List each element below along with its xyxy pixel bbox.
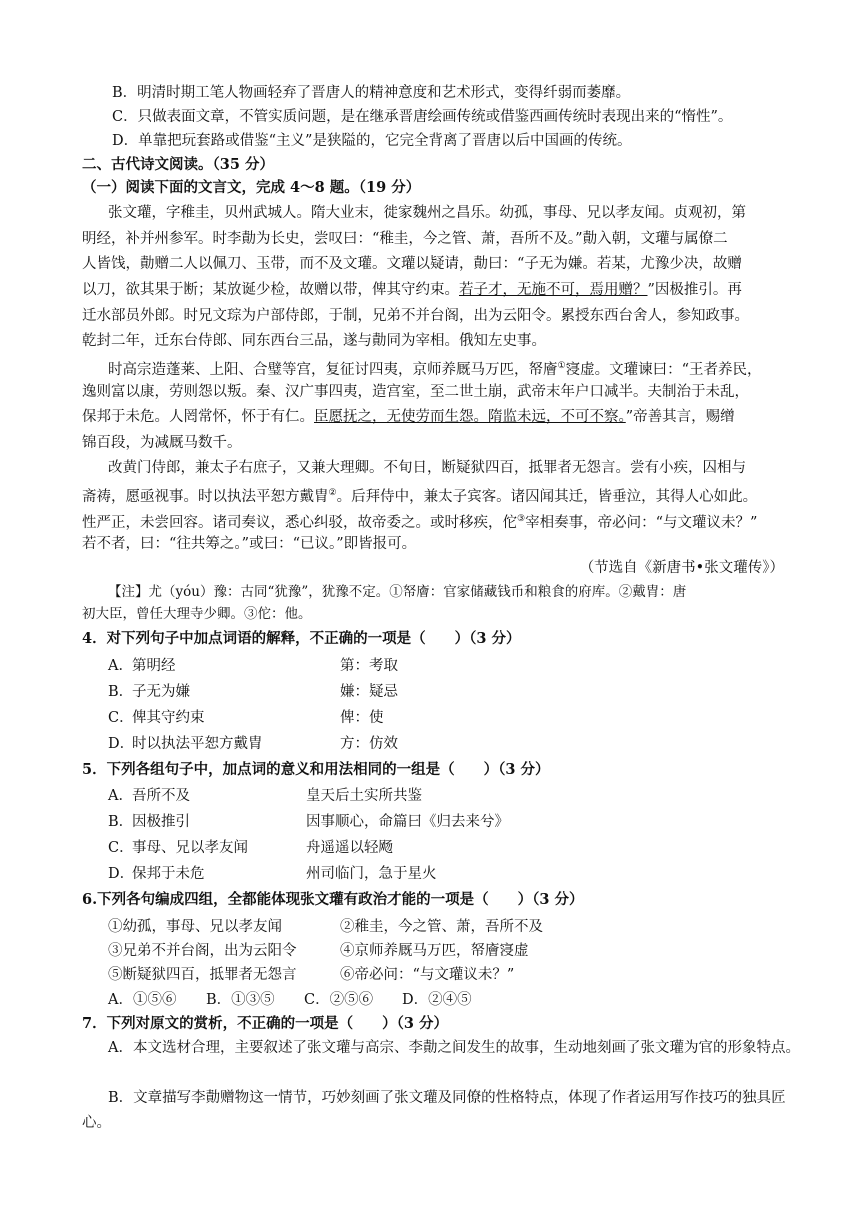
q6-choice-d: D．②④⑤ xyxy=(402,992,472,1008)
q6-item: ①幼孤，事母、兄以孝友闻 xyxy=(108,919,282,935)
section-heading: 二、古代诗文阅读。（35 分） xyxy=(82,156,274,173)
passage-text: 以刀，欲其果于断；某放诞少检，故赠以带，俾其守约束。 xyxy=(82,282,459,298)
q5-option-b-left: 因极推引 xyxy=(132,814,190,830)
footnote-marker: ② xyxy=(328,488,337,498)
passage-text: 保邦于未危。人罔常怀，怀于有仁。 xyxy=(82,409,314,425)
passage-line: 张文瓘，字稚圭，贝州武城人。隋大业末，徙家魏州之昌乐。幼孤，事母、兄以孝友闻。贞观初，第 xyxy=(108,205,746,221)
q6-choice-a: A．①⑤⑥ xyxy=(108,992,177,1008)
question-4-stem: 4．对下列句子中加点词语的解释，不正确的一项是（ ）（3 分） xyxy=(82,630,521,647)
q4-option-c-label: C． xyxy=(108,710,134,726)
annotation-line: 【注】尤（yóu）豫：古同“犹豫”，犹豫不定。①帑廥：官家储藏钱币和粮食的府库。②戴胄：唐 xyxy=(108,584,687,600)
passage-line xyxy=(108,355,800,381)
footnote-marker: ③ xyxy=(517,514,526,524)
q5-option-b-label: B． xyxy=(108,814,134,830)
q5-option-d-right: 州司临门，急于星火 xyxy=(306,866,437,882)
passage-line: 迁水部员外郎。时兄文琮为户部侍郎，于制，兄弟不并台阁，出为云阳令。累授东西台舍人，参知政事。 xyxy=(82,308,749,324)
q5-option-c-label: C． xyxy=(108,840,134,856)
question-6-stem: 6.下列各句编成四组，全都能体现张文瓘有政治才能的一项是（ ）（3 分） xyxy=(82,891,584,908)
section1-option-c: C．只做表面文章，不管实质问题，是在继承晋唐绘画传统或借鉴西画传统时表现出来的“惰性”。 xyxy=(112,109,733,125)
question-7-stem: 7．下列对原文的赏析，不正确的一项是（ ）（3 分） xyxy=(82,1015,448,1032)
q6-item: ④京师养厩马万匹，帑廥寖虚 xyxy=(340,943,529,959)
passage-text: 性严正，未尝回容。诸司奏议，悉心纠驳，故帝委之。或时移疾，佗 xyxy=(82,514,517,531)
q5-option-d-label: D． xyxy=(108,866,135,882)
annotation-line: 初大臣，曾任大理寺少卿。③佗：他。 xyxy=(82,606,312,622)
q4-option-d-sentence: 时以执法平恕方戴胄 xyxy=(132,736,263,752)
passage-line: 明经，补并州参军。时李勣为长史，尝叹曰：“稚圭，今之管、萧，吾所不及。”勣入朝，文瓘与属僚二 xyxy=(82,231,728,247)
passage-line xyxy=(82,406,800,428)
q5-option-a-left: 吾所不及 xyxy=(132,788,190,804)
q4-option-a-label: A． xyxy=(108,658,133,674)
passage-source: （节选自《新唐书•张文瓘传》） xyxy=(579,560,784,576)
q7-option-b: B．文章描写李勣赠物这一情节，巧妙刻画了张文瓘及同僚的性格特点，体现了作者运用写作技巧的独具匠心。 xyxy=(82,1090,786,1131)
passage-line: 若不者，曰：“往共筹之。”或曰：“已议。”即皆报可。 xyxy=(82,536,417,552)
passage-line xyxy=(82,279,800,301)
passage-text: 寖虚。文瓘谏曰：“王者养民， xyxy=(565,361,762,378)
passage-text: ”帝善其言，赐缯 xyxy=(625,409,735,425)
passage-line: 逸则富以康，劳则怨以叛。秦、汉广事四夷，造宫室，至二世土崩，武帝末年户口减半。夫制治于未乱， xyxy=(82,384,749,400)
passage-line: 锦百段，为减厩马数千。 xyxy=(82,435,242,451)
passage-text: ”因极推引。再 xyxy=(647,282,742,298)
q4-option-a-sentence: 第明经 xyxy=(132,658,176,674)
q5-option-b-right: 因事顺心，命篇曰《归去来兮》 xyxy=(306,814,509,830)
q6-item: ③兄弟不并台阁，出为云阳令 xyxy=(108,943,297,959)
q6-item: ⑥帝必问：“与文瓘议未？” xyxy=(340,967,515,983)
q6-item: ⑤断疑狱四百，抵罪者无怨言 xyxy=(108,967,297,983)
section1-option-d: D．单靠把玩套路或借鉴“主义”是狭隘的，它完全背离了晋唐以后中国画的传统。 xyxy=(112,133,632,149)
q4-option-c-gloss: 俾：使 xyxy=(340,710,384,726)
q4-option-a-gloss: 第：考取 xyxy=(340,658,398,674)
q5-option-c-left: 事母、兄以孝友闻 xyxy=(132,840,248,856)
passage-line xyxy=(82,482,800,508)
passage-line: 乾封二年，迁东台侍郎、同东西台三品，遂与勣同为宰相。俄知左史事。 xyxy=(82,333,546,349)
q5-option-d-left: 保邦于未危 xyxy=(132,866,205,882)
q6-choice-c: C．②⑤⑥ xyxy=(304,992,374,1008)
q5-option-a-right: 皇天后土实所共鉴 xyxy=(306,788,422,804)
q5-option-c-right: 舟遥遥以轻飏 xyxy=(306,840,393,856)
q6-item: ②稚圭，今之管、萧，吾所不及 xyxy=(340,919,543,935)
q4-option-b-gloss: 嫌：疑忌 xyxy=(340,684,398,700)
section1-option-b: B．明清时期工笔人物画轻弃了晋唐人的精神意度和艺术形式，变得纤弱而萎靡。 xyxy=(112,85,631,101)
q4-option-c-sentence: 俾其守约束 xyxy=(132,710,205,726)
passage-text: 时高宗造蓬莱、上阳、合璧等宫，复征讨四夷，京师养厩马万匹，帑廥 xyxy=(108,361,558,378)
q4-option-b-label: B． xyxy=(108,684,134,700)
q4-option-d-gloss: 方：仿效 xyxy=(340,736,398,752)
underlined-sentence: 若子才，无施不可，焉用赠？ xyxy=(459,282,648,298)
passage-text: 宰相奏事，帝必问：“与文瓘议未？” xyxy=(525,514,758,531)
q4-option-b-sentence: 子无为嫌 xyxy=(132,684,190,700)
underlined-sentence: 臣愿抚之，无使劳而生怨。隋监未远，不可不察。 xyxy=(314,409,626,425)
q6-choice-b: B．①③⑤ xyxy=(206,992,275,1008)
question-5-stem: 5．下列各组句子中，加点词的意义和用法相同的一组是（ ）（3 分） xyxy=(82,761,550,778)
q7-option-a: A．本文选材合理，主要叙述了张文瓘与高宗、李勣之间发生的故事，生动地刻画了张文瓘为官的形象特点。 xyxy=(108,1040,800,1056)
passage-line: 人皆饯，勣赠二人以佩刀、玉带，而不及文瓘。文瓘以疑请，勣曰：“子无为嫌。若某，尤豫少决，故赠 xyxy=(82,256,742,272)
footnote-marker: ① xyxy=(557,361,566,371)
q5-option-a-label: A． xyxy=(108,788,133,804)
subsection-heading: （一）阅读下面的文言文，完成 4～8 题。（19 分） xyxy=(82,179,421,196)
passage-line: 改黄门侍郎，兼太子右庶子，又兼大理卿。不旬日，断疑狱四百，抵罪者无怨言。尝有小疾，囚相与 xyxy=(108,460,746,476)
passage-line xyxy=(82,508,800,534)
passage-text: 斋祷，愿亟视事。时以执法平恕方戴胄 xyxy=(82,488,329,505)
passage-text: 。后拜侍中，兼太子宾客。诸囚闻其迁，皆垂泣，其得人心如此。 xyxy=(336,488,758,505)
q4-option-d-label: D． xyxy=(108,736,135,752)
